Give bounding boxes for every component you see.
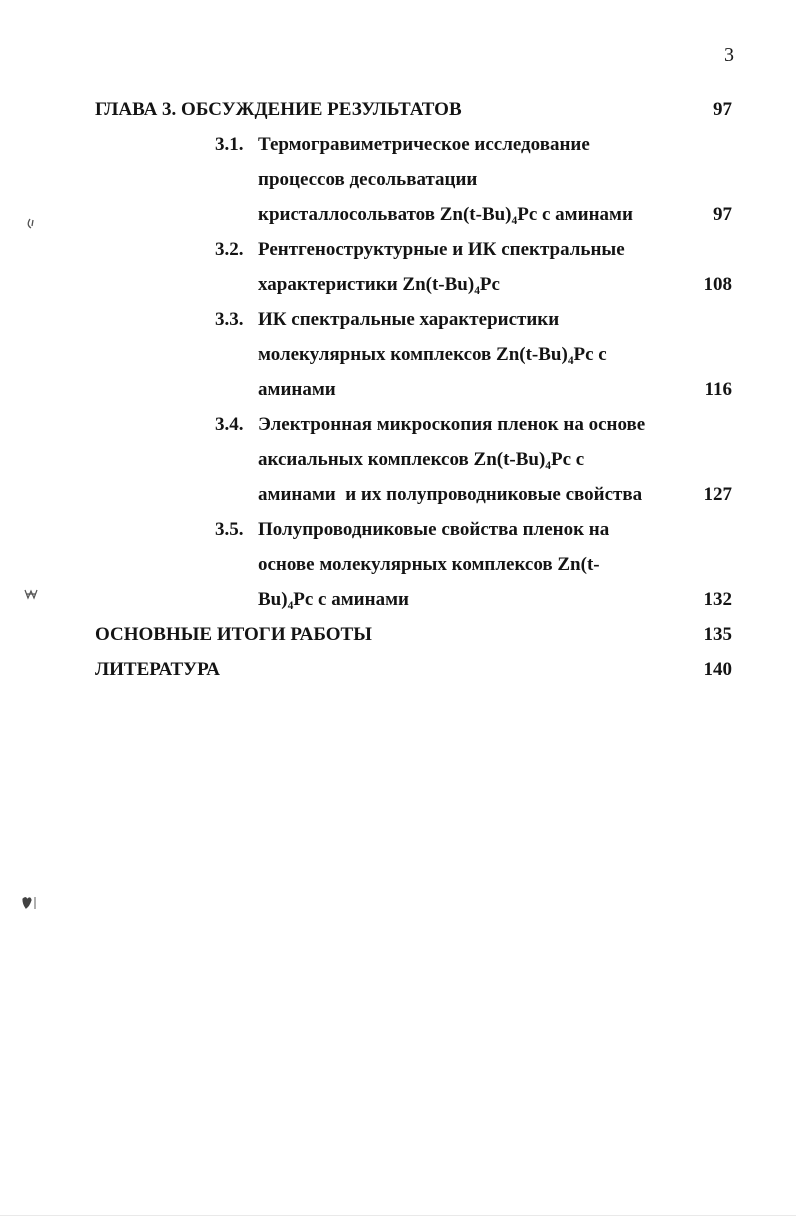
- entry-line-row: [258, 407, 732, 442]
- toc-entry: [95, 512, 732, 617]
- chapter-heading-row: [95, 92, 732, 127]
- page-number: 3: [724, 44, 734, 66]
- entry-line-row: [258, 337, 732, 372]
- entry-line: Электронная микроскопия пленок на основе: [258, 413, 646, 435]
- entry-number: 3.1.: [215, 133, 244, 155]
- entry-line: характеристики Zn(t-Bu)₄Pc: [258, 273, 500, 295]
- ink-mark-icon: [18, 894, 40, 914]
- entry-number: 3.4.: [215, 413, 244, 435]
- toc-entry: [95, 407, 732, 512]
- chapter-page-number: 97: [713, 98, 732, 120]
- footer-label: ЛИТЕРАТУРА: [95, 658, 221, 680]
- entry-body: [258, 127, 732, 232]
- entry-line-row: [258, 372, 732, 407]
- entry-body: [258, 232, 732, 302]
- entry-line: Bu)₄Pc с аминами: [258, 588, 409, 610]
- entry-line: кристаллосольватов Zn(t-Bu)₄Pc с аминами: [258, 203, 633, 225]
- entry-page-number: 132: [703, 588, 732, 610]
- entry-line: молекулярных комплексов Zn(t-Bu)₄Pc с: [258, 343, 607, 365]
- entry-line: аминами: [258, 378, 336, 400]
- entry-line-row: [258, 127, 732, 162]
- entry-line: Рентгеноструктурные и ИК спектральные: [258, 238, 625, 260]
- entry-line-row: [258, 477, 732, 512]
- chapter-heading: ГЛАВА 3. ОБСУЖДЕНИЕ РЕЗУЛЬТАТОВ: [95, 98, 462, 120]
- entry-body: [258, 302, 732, 407]
- entry-line-row: [258, 442, 732, 477]
- toc-footer-row: [95, 617, 732, 652]
- entry-line-row: [258, 197, 732, 232]
- entry-line-row: [258, 162, 732, 197]
- entry-line: ИК спектральные характеристики: [258, 308, 560, 330]
- footer-page-number: 140: [703, 658, 732, 680]
- entry-line: процессов десольватации: [258, 168, 478, 190]
- entry-line: основе молекулярных комплексов Zn(t-: [258, 553, 600, 575]
- table-of-contents: [95, 92, 732, 687]
- entry-line-row: [258, 512, 732, 547]
- entry-line-row: [258, 302, 732, 337]
- entry-line-row: [258, 582, 732, 617]
- entry-number: 3.3.: [215, 308, 244, 330]
- toc-entry: [95, 127, 732, 232]
- entry-body: [258, 407, 732, 512]
- ink-mark-icon: [24, 216, 40, 234]
- toc-entry: [95, 232, 732, 302]
- entry-page-number: 116: [704, 378, 732, 400]
- entry-page-number: 108: [703, 273, 732, 295]
- entry-line: Полупроводниковые свойства пленок на: [258, 518, 610, 540]
- entry-line: аксиальных комплексов Zn(t-Bu)₄Pc с: [258, 448, 585, 470]
- footer-page-number: 135: [703, 623, 732, 645]
- entry-page-number: 127: [703, 483, 732, 505]
- entry-number: 3.5.: [215, 518, 244, 540]
- entry-page-number: 97: [713, 203, 732, 225]
- toc-footer-row: [95, 652, 732, 687]
- entry-line-row: [258, 267, 732, 302]
- entry-line: Термогравиметрическое исследование: [258, 133, 590, 155]
- entry-line-row: [258, 547, 732, 582]
- entry-body: [258, 512, 732, 617]
- entry-number: 3.2.: [215, 238, 244, 260]
- entry-line-row: [258, 232, 732, 267]
- ink-mark-icon: [22, 586, 40, 602]
- entry-line: аминами и их полупроводниковые свойства: [258, 483, 643, 505]
- toc-entry: [95, 302, 732, 407]
- footer-label: ОСНОВНЫЕ ИТОГИ РАБОТЫ: [95, 623, 372, 645]
